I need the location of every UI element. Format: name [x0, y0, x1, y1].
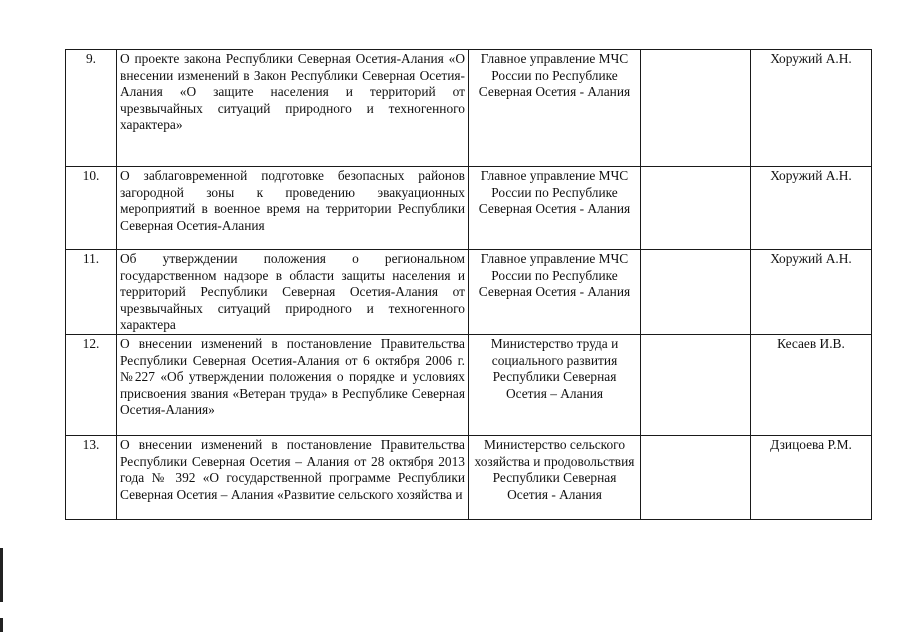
row-number-text: 10. — [82, 168, 100, 183]
table-row — [66, 50, 872, 167]
row-responsible-text: Хоружий А.Н. — [770, 51, 852, 66]
row-responsible-text: Дзицоева Р.М. — [770, 436, 852, 452]
row-organization — [469, 167, 641, 250]
row-empty-cell — [641, 435, 751, 519]
row-responsible — [751, 250, 872, 335]
row-title-text: О внесении изменений в постановление Правительства Республики Северная Осетия-Алания от 6 октября 2006 г. №227 «Об утверждении положения о порядке и условиях присвоения звания «Ветеран труда» в Республике Северная Осетия-Алания» — [120, 335, 465, 418]
agenda-table — [65, 49, 872, 520]
table-row — [66, 334, 872, 435]
row-title-text: О заблаговременной подготовке безопасных районов загородной зоны к проведению эвакуационных мероприятий в военное время на территории Республики Северная Осетия-Алания — [120, 168, 465, 233]
table-row — [66, 435, 872, 519]
table-row — [66, 250, 872, 335]
row-responsible — [751, 167, 872, 250]
row-responsible-text: Хоружий А.Н. — [770, 168, 852, 183]
row-number — [66, 250, 117, 335]
row-responsible — [751, 334, 872, 435]
row-title — [117, 334, 469, 435]
row-organization — [469, 50, 641, 167]
table-row — [66, 167, 872, 250]
row-empty-cell — [641, 167, 751, 250]
row-title — [117, 435, 469, 519]
row-number — [66, 435, 117, 519]
row-title-text: Об утверждении положения о региональном государственном надзоре в области защиты населения и территорий Республики Северная Осетия-Алания от чрезвычайных ситуаций природного и техногенного характера — [120, 251, 465, 333]
row-organization — [469, 435, 641, 519]
row-empty-cell — [641, 50, 751, 167]
row-organization-text: Министерство труда и социального развития Республики Северная Осетия – Алания — [490, 335, 619, 401]
row-title — [117, 50, 469, 167]
row-organization-text: Главное управление МЧС России по Республике Северная Осетия - Алания — [478, 51, 631, 100]
row-number — [66, 167, 117, 250]
row-title-text: О проекте закона Республики Северная Осетия-Алания «О внесении изменений в Закон Республики Северная Осетия-Алания «О защите населения и территорий от чрезвычайных ситуаций природного и техногенного характера» — [120, 51, 465, 133]
row-number — [66, 334, 117, 435]
row-organization-text: Министерство сельского хозяйства и продовольствия Республики Северная Осетия - Алания — [474, 436, 635, 502]
scan-edge-mark — [0, 618, 3, 632]
row-number-text: 9. — [85, 51, 97, 66]
row-number-text: 11. — [82, 251, 100, 266]
row-organization-text: Главное управление МЧС России по Республике Северная Осетия - Алания — [478, 251, 631, 300]
scan-edge-mark — [0, 548, 3, 602]
row-number-text: 12. — [82, 335, 100, 351]
row-empty-cell — [641, 334, 751, 435]
row-title — [117, 167, 469, 250]
row-responsible — [751, 435, 872, 519]
row-responsible — [751, 50, 872, 167]
row-organization — [469, 250, 641, 335]
row-responsible-text: Хоружий А.Н. — [770, 251, 852, 266]
row-responsible-text: Кесаев И.В. — [777, 335, 845, 351]
row-number-text: 13. — [82, 436, 100, 452]
row-empty-cell — [641, 250, 751, 335]
row-number — [66, 50, 117, 167]
row-organization — [469, 334, 641, 435]
row-organization-text: Главное управление МЧС России по Республике Северная Осетия - Алания — [478, 168, 631, 217]
row-title — [117, 250, 469, 335]
row-title-text: О внесении изменений в постановление Правительства Республики Северная Осетия – Алания от 28 октября 2013 года № 392 «О государственной программе Республики Северная Осетия – Алания «Развитие сельского хозяйства и — [120, 436, 465, 502]
